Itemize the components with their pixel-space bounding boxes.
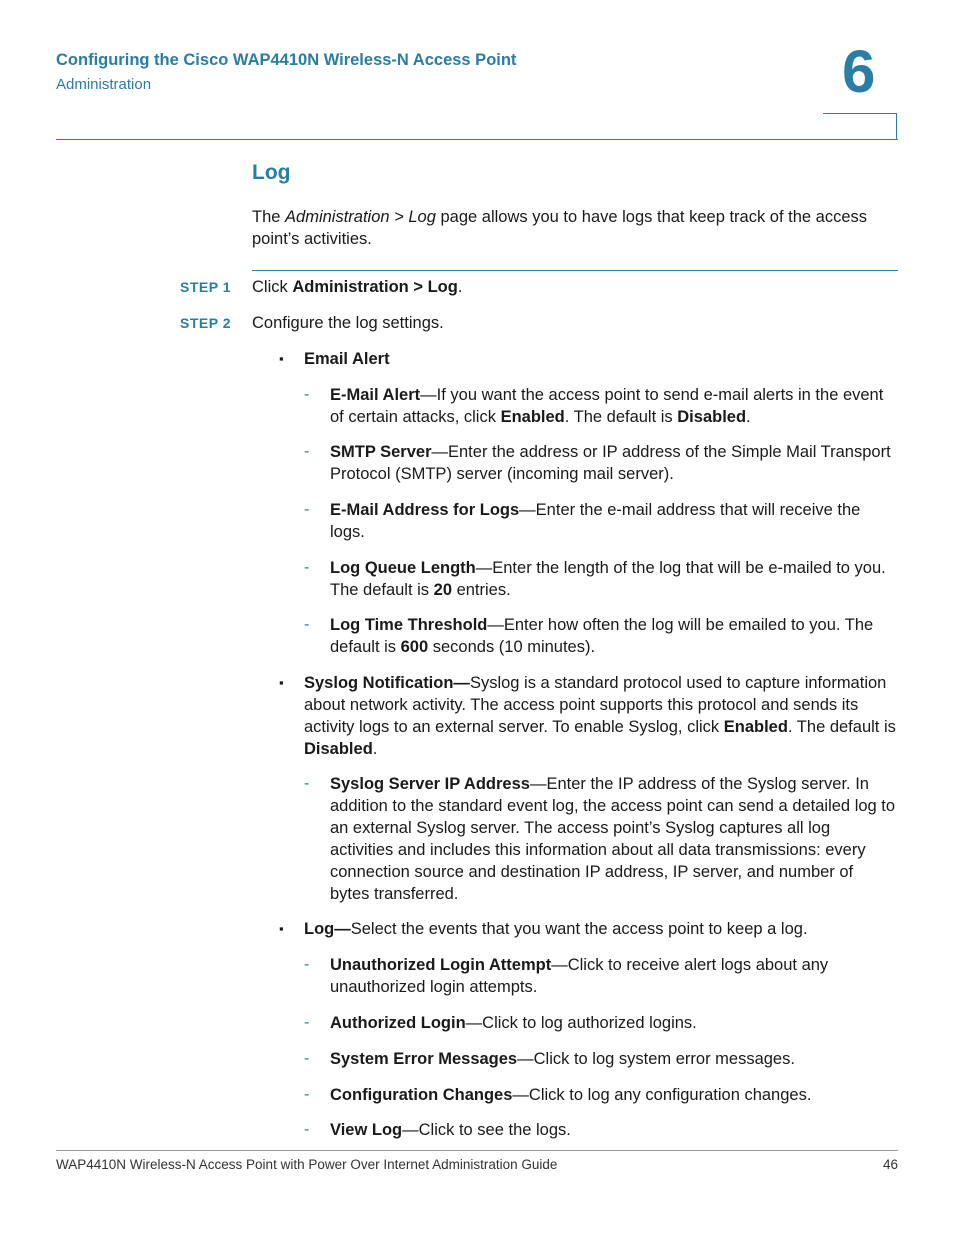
dash-mark: - <box>304 1121 310 1138</box>
dash-mark: - <box>304 775 310 792</box>
list-item: Syslog Server IP Address—Enter the IP address of the Syslog server. In addition to the standard event log, the access point can send a detailed log to an external Syslog server. The access point’s Syslog captures all log activities and includes this information about all data transmissions: every connection source and destination IP address, IP server, and number of bytes transferred. <box>330 775 896 903</box>
dash-mark: - <box>304 1014 310 1031</box>
footer-divider <box>56 1150 898 1151</box>
bullet-mark: ▪ <box>279 675 284 690</box>
list-item: Log Queue Length—Enter the length of the log that will be e-mailed to you. The default is 20 entries. <box>330 559 886 599</box>
list-item: Configuration Changes—Click to log any configuration changes. <box>330 1086 812 1104</box>
header-divider <box>56 139 898 140</box>
dash-mark: - <box>304 559 310 576</box>
bullet-email-alert: Email Alert <box>304 350 390 368</box>
dash-mark: - <box>304 616 310 633</box>
list-item: View Log—Click to see the logs. <box>330 1121 571 1139</box>
chapter-number: 6 <box>842 38 876 105</box>
bullet-log: Log—Select the events that you want the access point to keep a log. <box>304 920 808 938</box>
bullet-syslog-notification: Syslog Notification—Syslog is a standard protocol used to capture information about network activity. The access point supports this protocol and sends its activity logs to an external server. To enable Syslog, click Enabled. The default is Disabled. <box>304 674 896 758</box>
dash-mark: - <box>304 386 310 403</box>
chapter-subtitle: Administration <box>56 76 152 93</box>
bullet-mark: ▪ <box>279 921 284 936</box>
list-item: Unauthorized Login Attempt—Click to receive alert logs about any unauthorized login attempts. <box>330 956 829 996</box>
step-1-text: Click Administration > Log. <box>252 278 463 296</box>
step-1-label: STEP 1 <box>180 279 231 295</box>
list-item: SMTP Server—Enter the address or IP address of the Simple Mail Transport Protocol (SMTP) server (incoming mail server). <box>330 443 891 483</box>
steps-divider <box>252 270 898 271</box>
dash-mark: - <box>304 956 310 973</box>
list-item: System Error Messages—Click to log system error messages. <box>330 1050 795 1068</box>
step-2-text: Configure the log settings. <box>252 314 444 332</box>
list-item: Log Time Threshold—Enter how often the log will be emailed to you. The default is 600 seconds (10 minutes). <box>330 616 874 656</box>
dash-mark: - <box>304 1050 310 1067</box>
dash-mark: - <box>304 443 310 460</box>
section-title: Log <box>252 161 291 184</box>
step-2-label: STEP 2 <box>180 315 231 331</box>
footer-guide-title: WAP4410N Wireless-N Access Point with Power Over Internet Administration Guide <box>56 1157 558 1172</box>
dash-mark: - <box>304 1086 310 1103</box>
list-item: E-Mail Address for Logs—Enter the e-mail address that will receive the logs. <box>330 501 861 541</box>
chapter-number-box <box>823 113 897 139</box>
page-number: 46 <box>882 1157 898 1172</box>
dash-mark: - <box>304 501 310 518</box>
bullet-mark: ▪ <box>279 351 284 366</box>
chapter-title: Configuring the Cisco WAP4410N Wireless-N Access Point <box>56 51 517 69</box>
list-item: Authorized Login—Click to log authorized logins. <box>330 1014 697 1032</box>
section-intro: The Administration > Log page allows you to have logs that keep track of the access point’s activities. <box>252 208 868 248</box>
list-item: E-Mail Alert—If you want the access point to send e-mail alerts in the event of certain attacks, click Enabled. The default is Disabled. <box>330 386 884 426</box>
